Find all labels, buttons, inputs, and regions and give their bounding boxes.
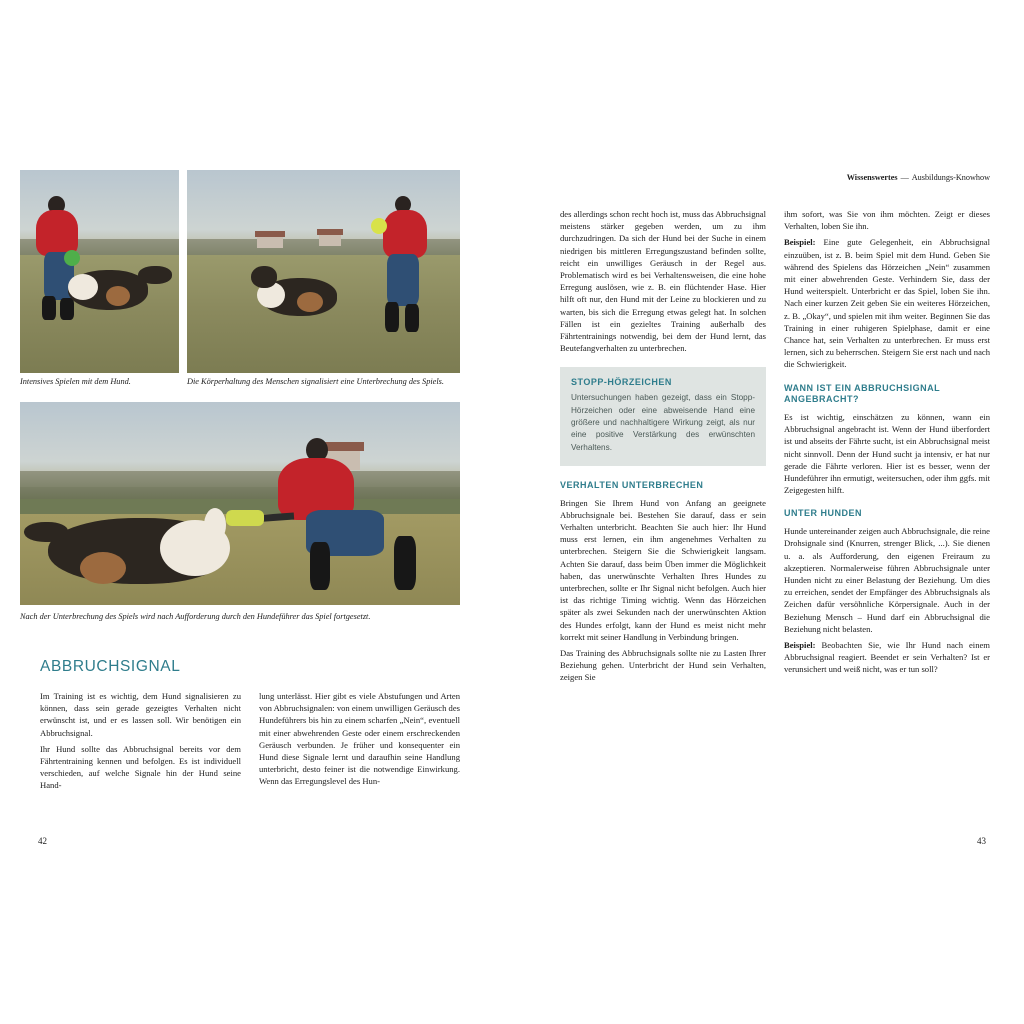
folio-right: 43 bbox=[977, 836, 986, 846]
running-head-section: Wissenswertes bbox=[846, 173, 898, 182]
paragraph: lung unterlässt. Hier gibt es viele Abstufungen und Arten von Abbruchsignalen: von einem unwilligen Geräusch des Hundeführers bis hin zu einem scharfen „Nein“, eventuell mit einer abwehrenden Geste oder einem erschreckenden Geräusch verbunden. Je früher und konsequenter ein Hund diese Signale lernt und daraufhin seine Handlung unterbricht, desto feiner ist die notwendige Einwirkung. Wenn das Erregungslevel des Hun- bbox=[259, 691, 460, 787]
toy-green bbox=[64, 250, 80, 266]
photo-block-posture bbox=[187, 170, 460, 387]
dog-marking bbox=[80, 552, 126, 584]
photo-body-posture-signal bbox=[187, 170, 460, 373]
section-heading-verhalten-unterbrechen: VERHALTEN UNTERBRECHEN bbox=[560, 479, 704, 490]
photo-house-roof bbox=[317, 229, 343, 235]
photo-house-roof bbox=[255, 231, 285, 237]
example-text: Eine gute Gelegenheit, ein Abbruchsignal einzuüben, ist z. B. beim Spiel mit dem Hund. Geben Sie während des Spielens das Hörzeichen „Nein“ zusammen mit einer abwehrenden Geste. Verhindern Sie, dass der Hund weiterspielt. Unterbricht er das Spiel, loben Sie ihn. Nach einer kurzen Zeit geben Sie ein weiteres Hörzeichen, z. B. „Okay“, und spielen mit ihm weiter. Beginnen Sie das Training in einer ruhigeren Spielphase, damit er eine Chance hat, sein Verhalten zu unterbrechen. Er muss erst lernen, sich zu beherrschen. Steigern Sie erst nach und nach die Schwierigkeit. bbox=[784, 237, 990, 370]
right-text-columns bbox=[560, 208, 990, 688]
example-label: Beispiel: bbox=[784, 639, 816, 650]
dog-tail bbox=[24, 522, 68, 542]
running-head-separator: — bbox=[900, 173, 909, 182]
left-column-2 bbox=[259, 690, 460, 796]
photo-ground bbox=[187, 255, 460, 373]
paragraph: Bringen Sie Ihrem Hund von Anfang an geeignete Abbruchsignale bei. Bestehen Sie darauf, dass er sein Verhalten unterbricht. Beachten Sie auch hier: Ihr Hund muss erst lernen, ein ihm angenehmes Verhalten zu unterbrechen. Steigern Sie die Schwierigkeit langsam. Achten Sie darauf, dass beim Üben immer die Möglichkeit haben, das unerwünschte Verhalten Ihres Hundes zu unterbrechen, sollte er Ihr Signal nicht befolgen. Auch hier ist das richtige Timing wichtig. Wenn das Hörzeichen später als zwei Sekunden nach der unerwünschten Aktion des Hundes erfolgt, kann der Hund es meist nicht mehr korrekt mit seiner Handlung in Verbindung bringen. bbox=[560, 497, 766, 642]
page-title: ABBRUCHSIGNAL bbox=[40, 658, 181, 675]
right-page bbox=[560, 170, 990, 860]
person-boot bbox=[394, 536, 416, 590]
person-boot bbox=[310, 542, 330, 590]
left-column-1 bbox=[40, 690, 241, 796]
photo-row-top bbox=[20, 170, 460, 387]
right-column-1 bbox=[560, 208, 766, 688]
person-legs bbox=[387, 254, 419, 306]
dog-blaze bbox=[204, 508, 226, 542]
person-boot bbox=[60, 298, 74, 320]
paragraph: Hunde untereinander zeigen auch Abbruchsignale, die reine Drohsignale sind (Knurren, strenger Blick, ...). Sie dienen u. a. als Aufforderung, den eigenen Freiraum zu akzeptieren. Normalerweise führen Abbruchsignale unter Hunden nicht zu einer Belastung der Beziehung. Um dies zu erreichen, sendet der Empfänger des Abbruchsignals als Zeichen dafür versöhnliche Körpersignale. Auch in der Beziehung Mensch – Hund darf ein Abbruchsignal die Beziehung nicht belasten. bbox=[784, 526, 990, 634]
tennis-ball bbox=[371, 218, 387, 234]
photo-house bbox=[319, 234, 341, 246]
paragraph-example bbox=[784, 236, 990, 370]
callout-box-stopp-hoerzeichen bbox=[560, 367, 766, 465]
section-heading-wann-angebracht: WANN IST EIN ABBRUCHSIGNAL ANGEBRACHT? bbox=[784, 382, 941, 405]
folio-left: 42 bbox=[38, 836, 47, 846]
paragraph: Ihr Hund sollte das Abbruchsignal bereits vor dem Fährtentraining kennen und befolgen. Es ist individuell verschieden, auf welche Signale hin der Hund seine Hand- bbox=[40, 743, 241, 791]
example-label: Beispiel: bbox=[784, 237, 816, 248]
person-boot bbox=[385, 302, 399, 332]
left-text-columns bbox=[40, 690, 460, 796]
callout-title: STOPP-HÖRZEICHEN bbox=[571, 377, 672, 388]
dog-marking bbox=[106, 286, 130, 306]
example-text: Beobachten Sie, wie Ihr Hund nach einem Abbruchsignal reagiert. Beendet er sein Verhalten? Ist er verunsichert und weiß nicht, was er tun soll? bbox=[784, 639, 990, 675]
photo-caption: Die Körperhaltung des Menschen signalisiert eine Unterbrechung des Spiels. bbox=[187, 377, 444, 386]
dog-head bbox=[251, 266, 277, 288]
paragraph: des allerdings schon recht hoch ist, muss das Abbruchsignal meistens stärker gegeben werden, um zu ihm durchzudringen. Da sich der Hund bei der Suche in einem niedrigen bis mittleren Erregungszustand befinden sollte, reicht ein unwilliges Geräusch in der Regel aus. Problematisch wird es bei Verhaltensweisen, die eine hohe Erregung auslösen, wie z. B. ein flüchtender Hase. Hier hilft oft nur, den Hund mit der Leine zu blockieren und zu warten, bis sich die Erregung etwas gelegt hat. In solchen Fällen ist ein gezieltes Training außerhalb des Fährtentrainings notwendig, bei dem der Hund lernt, das Beutefangverhalten zu unterbrechen. bbox=[560, 209, 766, 354]
tug-toy bbox=[226, 510, 264, 526]
paragraph: ihm sofort, was Sie von ihm möchten. Zeigt er dieses Verhalten, loben Sie ihn. bbox=[784, 209, 990, 232]
paragraph: Das Training des Abbruchsignals sollte nie zu Lasten Ihrer Beziehung gehen. Unterbricht der Hund sein Verhalten, zeigen Sie bbox=[560, 648, 766, 683]
person-boot bbox=[42, 296, 56, 320]
person-jacket bbox=[383, 210, 427, 258]
person-boot bbox=[405, 304, 419, 332]
paragraph-example bbox=[784, 639, 990, 676]
photo-play-continued bbox=[20, 402, 460, 605]
left-page bbox=[20, 170, 460, 860]
photo-house bbox=[257, 236, 283, 248]
dog-marking bbox=[297, 292, 323, 312]
photo-treeline bbox=[20, 471, 460, 499]
photo-caption: Intensives Spielen mit dem Hund. bbox=[20, 377, 131, 386]
right-column-2 bbox=[784, 208, 990, 688]
paragraph: Es ist wichtig, einschätzen zu können, wann ein Abbruchsignal angebracht ist. Wenn der Hund überfordert ist und abseits der Fährte sucht, ist ein Abbruchsignal meist nicht sinnvoll. Denn der Hund sucht ja intensiv, er hat nur gerade die Fährte verloren. Hier ist es besser, wenn der Hundeführer ihn ermutigt, weitersuchen, oder ihm ggfs. mit Zeigegesten hilft. bbox=[784, 412, 990, 496]
callout-text: Untersuchungen haben gezeigt, dass ein Stopp-Hörzeichen oder eine abweisende Hand eine größere und nachhaltigere Wirkung zeigt, als nur eine positive Verstärkung des erwünschten Verhaltens. bbox=[571, 393, 755, 452]
section-heading-unter-hunden: UNTER HUNDEN bbox=[784, 508, 862, 519]
dog-tail bbox=[138, 266, 172, 284]
dog-chest bbox=[68, 274, 98, 300]
running-head bbox=[847, 173, 990, 182]
photo-block-playing bbox=[20, 170, 179, 387]
photo-playing-with-dog bbox=[20, 170, 179, 373]
paragraph: Im Training ist es wichtig, dem Hund signalisieren zu können, dass sein gerade gezeigtes Verhalten nicht erwünscht ist, und er es lassen soll. Wir benötigen ein Abbruchsignal. bbox=[40, 691, 241, 738]
running-head-subsection: Ausbildungs-Knowhow bbox=[911, 173, 990, 182]
photo-caption: Nach der Unterbrechung des Spiels wird nach Aufforderung durch den Hundeführer das Spiel fortgesetzt. bbox=[20, 612, 371, 621]
